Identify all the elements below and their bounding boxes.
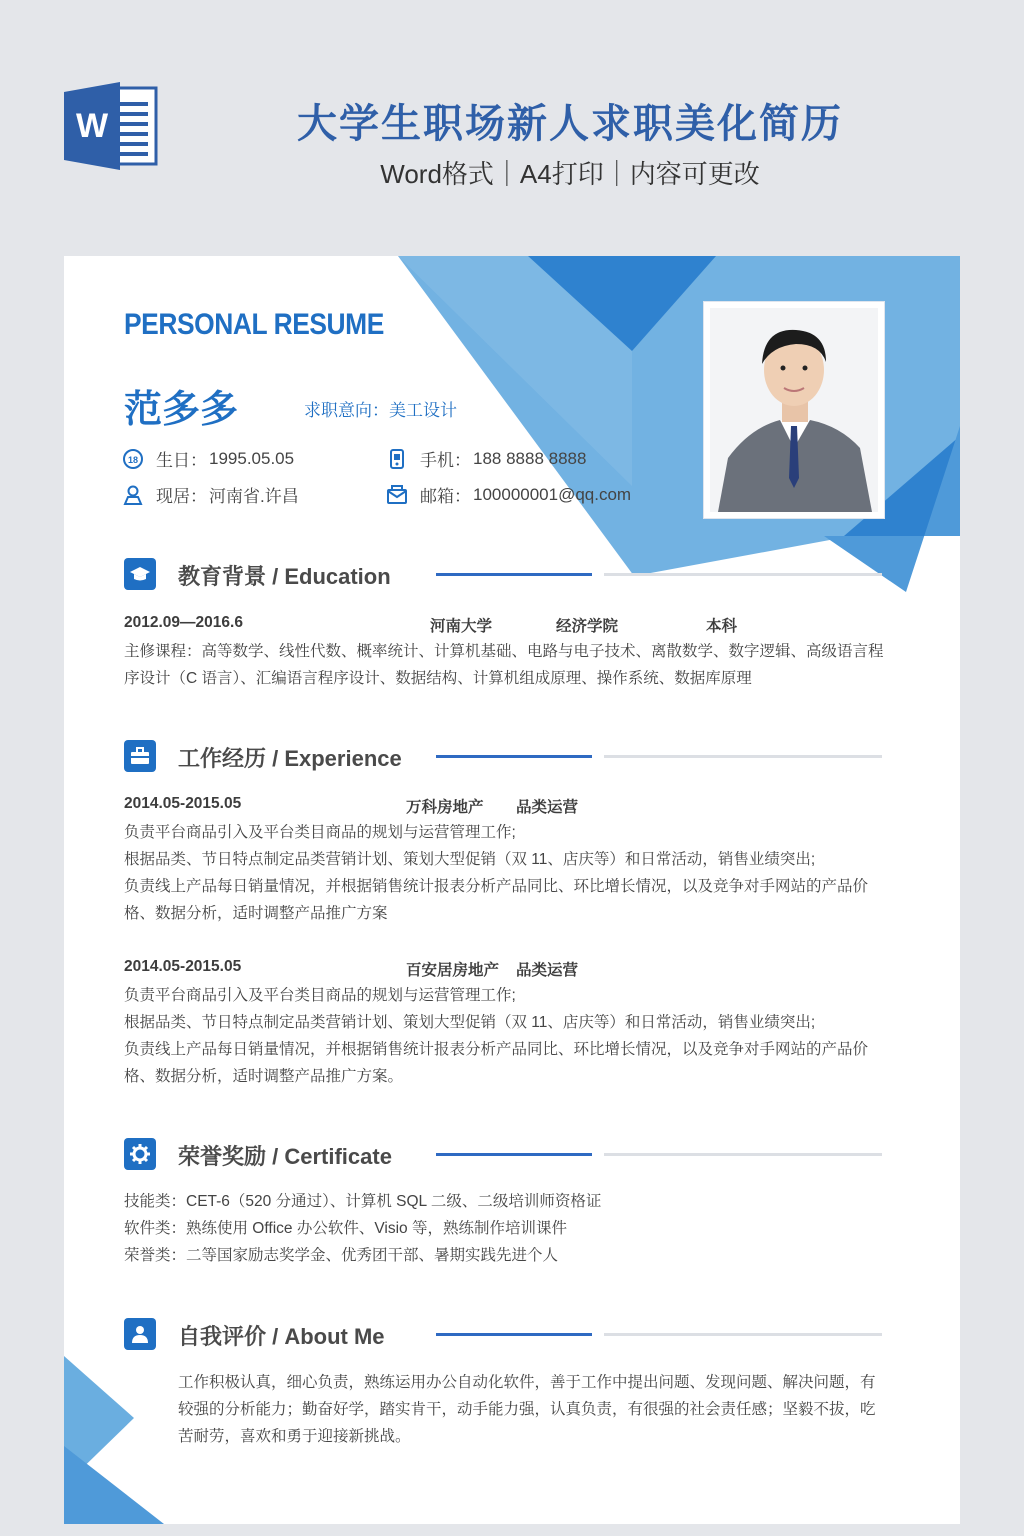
education-courses: 主修课程：高等数学、线性代数、概率统计、计算机基础、电路与电子技术、离散数学、数字逻辑、高级语言程序设计（C 语言）、汇编语言程序设计、数据结构、计算机组成原理、操作系统、数据库原理: [124, 643, 884, 687]
birth-info: [122, 446, 294, 471]
experience-title: 工作经历 / Experience: [178, 746, 402, 771]
job-description: [124, 819, 888, 927]
job-period: 2014.05-2015.05: [124, 795, 242, 812]
phone-info: [386, 446, 586, 471]
word-doc-icon: [64, 82, 158, 170]
job-line: 根据品类、节日特点制定品类营销计划、策划大型促销（双 11、店庆等）和日常活动，销售业绩突出;: [124, 1014, 816, 1031]
honor-line: 软件类：熟练使用 Office 办公软件、Visio 等，熟练制作培训课件: [124, 1220, 567, 1237]
education-period: 2012.09—2016.6: [124, 614, 243, 631]
photo-frame: [704, 302, 884, 518]
job-line: 负责平台商品引入及平台类目商品的规划与运营管理工作;: [124, 824, 516, 841]
job-line: 负责线上产品每日销量情况，并根据销售统计报表分析产品同比、环比增长情况，以及竞争对手网站的产品价格、数据分析，适时调整产品推广方案。: [124, 1041, 869, 1085]
divider: [604, 573, 882, 576]
residence-label: 现居：: [156, 487, 207, 506]
page-title: 大学生职场新人求职美化简历: [297, 102, 843, 146]
residence-info: [122, 482, 299, 507]
person-icon: [124, 1318, 156, 1350]
education-degree: 本科: [706, 618, 738, 635]
education-school: 河南大学: [430, 618, 493, 635]
divider-accent: [436, 755, 592, 758]
job-description: [124, 982, 888, 1090]
job-company: 百安居房地产: [406, 962, 500, 979]
honors-title: 荣誉奖励 / Certificate: [178, 1144, 392, 1169]
job-period: 2014.05-2015.05: [124, 958, 242, 975]
education-header: [124, 558, 884, 594]
honor-line: 技能类：CET-6（520 分通过）、计算机 SQL 二级、二级培训师资格证: [124, 1193, 602, 1210]
svg-text:W: W: [75, 107, 109, 145]
briefcase-icon: [124, 740, 156, 772]
job-intent: 求职意向：美工设计: [304, 401, 457, 420]
job-line: 根据品类、节日特点制定品类营销计划、策划大型促销（双 11、店庆等）和日常活动，销售业绩突出;: [124, 851, 816, 868]
phone-label: 手机：: [420, 451, 471, 470]
resume-paper: [64, 256, 960, 1524]
job-role: 品类运营: [516, 962, 579, 979]
mobile-phone-icon: [386, 448, 408, 470]
job-line: 负责线上产品每日销量情况，并根据销售统计报表分析产品同比、环比增长情况，以及竞争对手网站的产品价格、数据分析，适时调整产品推广方案: [124, 878, 869, 922]
svg-text:18: 18: [127, 454, 139, 465]
about-header: [124, 1318, 884, 1354]
honor-line: 荣誉类：二等国家励志奖学金、优秀团干部、暑期实践先进个人: [124, 1247, 559, 1264]
honors-header: [124, 1138, 884, 1174]
graduation-cap-icon: [124, 558, 156, 590]
divider: [604, 1153, 882, 1156]
email-info: [386, 482, 631, 507]
about-text: 工作积极认真，细心负责，熟练运用办公自动化软件，善于工作中提出问题、发现问题、解决问题，有较强的分析能力；勤奋好学，踏实肯干，动手能力强，认真负责，有很强的社会责任感；坚毅不拔，吃苦耐劳，喜欢和勇于迎接新挑战。: [178, 1374, 876, 1445]
age-18-icon: [122, 448, 144, 470]
email-value: 100000001@qq.com: [473, 484, 632, 504]
birth-label: 生日：: [156, 451, 207, 470]
divider: [604, 1333, 882, 1336]
birth-value: 1995.05.05: [209, 448, 295, 468]
phone-value: 188 8888 8888: [473, 448, 587, 468]
about-title: 自我评价 / About Me: [178, 1324, 385, 1349]
divider: [604, 755, 882, 758]
education-title: 教育背景 / Education: [178, 564, 391, 589]
divider-accent: [436, 1333, 592, 1336]
residence-value: 河南省.许昌: [209, 487, 299, 506]
honors-list: [124, 1188, 888, 1269]
mail-icon: [386, 484, 408, 506]
divider-accent: [436, 573, 592, 576]
job-role: 品类运营: [516, 799, 579, 816]
job-company: 万科房地产: [406, 799, 484, 816]
resume-label: PERSONAL RESUME: [124, 308, 384, 341]
page-subtitle: Word格式｜A4打印｜内容可更改: [380, 159, 760, 189]
user-location-icon: [122, 484, 144, 506]
education-college: 经济学院: [556, 618, 619, 635]
divider-accent: [436, 1153, 592, 1156]
experience-header: [124, 740, 884, 776]
email-label: 邮箱：: [420, 487, 471, 506]
candidate-name: 范多多: [124, 389, 239, 431]
headshot-photo: [710, 308, 878, 512]
gear-icon: [124, 1138, 156, 1170]
job-line: 负责平台商品引入及平台类目商品的规划与运营管理工作;: [124, 987, 516, 1004]
